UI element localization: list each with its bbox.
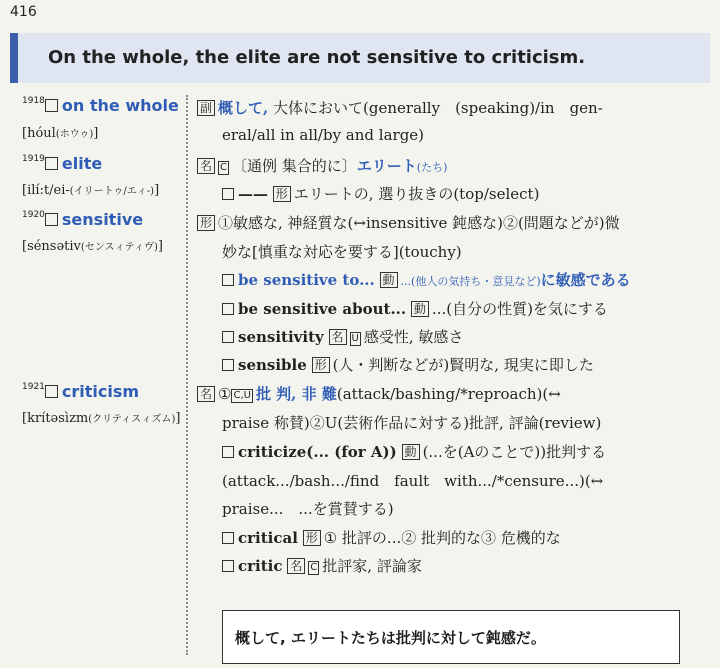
headword: criticism	[61, 382, 140, 401]
checkbox-icon[interactable]	[222, 446, 234, 458]
pos-badge: 形	[312, 357, 330, 373]
example-sentence-banner	[10, 33, 710, 83]
checkbox-icon[interactable]	[45, 213, 58, 226]
checkbox-icon[interactable]	[222, 560, 234, 572]
def-line: critic 名 C 批評家, 評論家	[222, 555, 422, 576]
headword: sensitive	[61, 210, 144, 229]
def-line: be sensitive to... 動 ...(他人の気持ち・意見など)に敏感である	[222, 269, 631, 290]
def-line: 妙な[慎重な対応を要する](touchy)	[222, 243, 462, 261]
page-number: 416	[10, 4, 37, 20]
pos-badge: 形	[197, 215, 215, 231]
checkbox-icon[interactable]	[222, 331, 234, 343]
pos-badge: 動	[402, 444, 420, 460]
pronunciation: [sénsətiv(センスィティヴ)]	[22, 239, 163, 254]
def-line: 名 ① C,U 批 判, 非 難(attack/bashing/*reproach)(↔	[197, 383, 561, 404]
entry-number: 1919	[22, 154, 45, 164]
pos-badge: 副	[197, 100, 215, 116]
def-line: praise... ...を賞賛する)	[222, 500, 394, 518]
pos-badge: 名	[329, 329, 347, 345]
count-badge: C	[220, 162, 227, 173]
entry-on-the-whole	[22, 96, 179, 115]
example-sentence: On the whole, the elite are not sensitive to criticism.	[48, 47, 586, 68]
pronunciation: [hóul(ホウゥ)]	[22, 126, 99, 141]
def-line: 名 C 〔通例 集合的に〕エリート(たち)	[197, 155, 447, 176]
checkbox-icon[interactable]	[222, 274, 234, 286]
def-line: critical 形 ① 批評の...② 批判的な③ 危機的な	[222, 527, 561, 548]
def-line: criticize(... (for A)) 動 (...を(Aのことで))批判する	[222, 441, 606, 462]
def-line: 副 概して, 大体において(generally (speaking)/in gen-	[197, 97, 603, 118]
checkbox-icon[interactable]	[45, 99, 58, 112]
checkbox-icon[interactable]	[45, 157, 58, 170]
count-badge: U	[351, 333, 359, 344]
pos-badge: 形	[273, 186, 291, 202]
pronunciation: [ilí:t/ei-(イリートゥ/エィ-)]	[22, 183, 160, 198]
checkbox-icon[interactable]	[222, 532, 234, 544]
def-line: sensitivity 名 U 感受性, 敏感さ	[222, 326, 463, 347]
checkbox-icon[interactable]	[222, 303, 234, 315]
translation-text: 概して, エリートたちは批判に対して鈍感だ。	[235, 629, 546, 647]
pos-badge: 名	[197, 158, 215, 174]
translation-box	[222, 610, 680, 664]
pronunciation: [krítəsìzm(クリティスィズム)]	[22, 411, 181, 426]
entry-criticism	[22, 382, 139, 401]
pos-badge: 名	[287, 558, 305, 574]
count-badge: C	[310, 562, 318, 573]
pos-badge: 名	[197, 386, 215, 402]
pos-badge: 形	[303, 530, 321, 546]
pos-badge: 動	[380, 272, 398, 288]
entry-elite	[22, 154, 102, 173]
entry-sensitive	[22, 210, 143, 229]
checkbox-icon[interactable]	[222, 188, 234, 200]
entry-number: 1920	[22, 210, 45, 220]
def-line: 形 ①敏感な, 神経質な(↔insensitive 鈍感な)②(問題などが)微	[197, 212, 620, 233]
def-line: sensible 形 (人・判断などが)賢明な, 現実に即した	[222, 354, 594, 375]
checkbox-icon[interactable]	[45, 385, 58, 398]
column-divider	[186, 95, 188, 655]
entry-number: 1921	[22, 382, 45, 392]
def-line: eral/all in all/by and large)	[222, 126, 425, 144]
def-line: —— 形 エリートの, 選り抜きの(top/select)	[222, 183, 539, 204]
def-line: praise 称賛)②U(芸術作品に対する)批評, 評論(review)	[222, 414, 602, 432]
banner-accent-bar	[10, 33, 18, 83]
def-line: be sensitive about... 動 ...(自分の性質)を気にする	[222, 298, 608, 319]
entry-number: 1918	[22, 96, 45, 106]
count-badge: C,U	[233, 390, 251, 401]
def-line: (attack.../bash.../find fault with.../*censure...)(↔	[222, 472, 604, 490]
headword: elite	[61, 154, 103, 173]
pos-badge: 動	[411, 301, 429, 317]
headword: on the whole	[61, 96, 179, 115]
checkbox-icon[interactable]	[222, 359, 234, 371]
